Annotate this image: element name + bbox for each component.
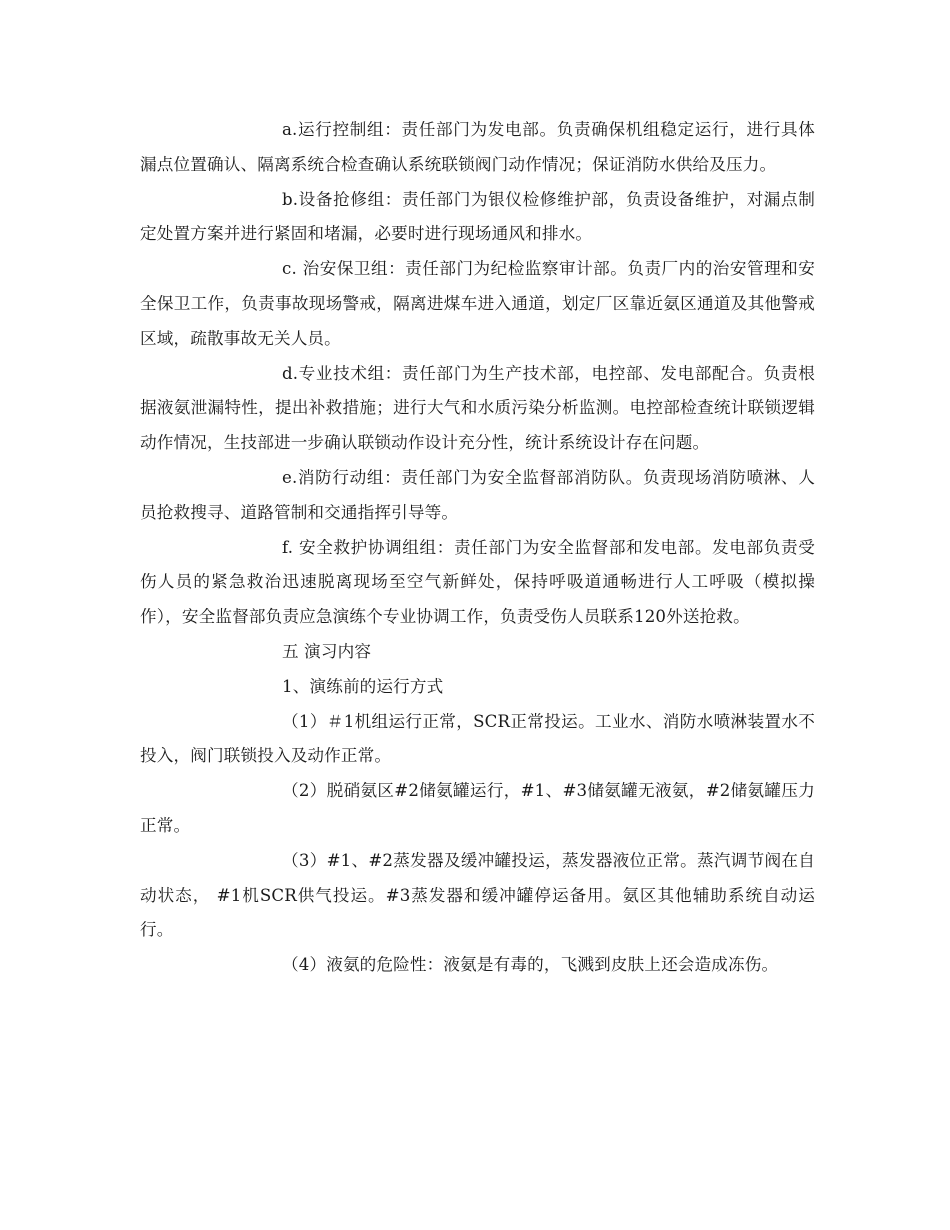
section-heading: 五 演习内容 xyxy=(282,641,372,661)
paragraph-rescue-coordination-group: f. 安全救护协调组组：责任部门为安全监督部和发电部。发电部负责受伤人员的紧急救治迅速脱离现场至空气新鲜处，保持呼吸道通畅进行人工呼吸（模拟操作），安全监督部负责应急演练个专业协调工作，负责受伤人员联系120外送抢救。 xyxy=(140,537,815,627)
paragraph-technical-group: d.专业技术组：责任部门为生产技术部，电控部、发电部配合。负责根据液氨泄漏特性，提出补救措施；进行大气和水质污染分析监测。电控部检查统计联锁逻辑动作情况，生技部进一步确认联锁动作设计充分性，统计系统设计存在问题。 xyxy=(140,363,815,453)
document-body xyxy=(140,113,815,983)
paragraph-equipment-repair-group: b.设备抢修组：责任部门为银仪检修维护部，负责设备维护，对漏点制定处置方案并进行紧固和堵漏，必要时进行现场通风和排水。 xyxy=(140,189,815,244)
paragraph-fire-action-group: e.消防行动组：责任部门为安全监督部消防队。负责现场消防喷淋、人员抢救搜寻、道路管制和交通指挥引导等。 xyxy=(140,467,815,522)
list-item: （1）＃1机组运行正常，SCR正常投运。工业水、消防水喷淋装置水不投入，阀门联锁投入及动作正常。 xyxy=(140,711,815,766)
list-item: （4）液氨的危险性：液氨是有毒的，飞溅到皮肤上还会造成冻伤。 xyxy=(282,955,779,975)
list-item: （2）脱硝氨区#2储氨罐运行，#1、#3储氨罐无液氨，#2储氨罐压力正常。 xyxy=(140,781,815,835)
list-item: （3）#1、#2蒸发器及缓冲罐投运，蒸发器液位正常。蒸汽调节阀在自动状态， #1机SCR供气投运。#3蒸发器和缓冲罐停运备用。氨区其他辅助系统自动运行。 xyxy=(140,850,815,940)
paragraph-security-group: c. 治安保卫组：责任部门为纪检监察审计部。负责厂内的治安管理和安全保卫工作，负责事故现场警戒，隔离进煤车进入通道，划定厂区靠近氨区通道及其他警戒区域，疏散事故无关人员。 xyxy=(140,259,815,348)
subsection-heading: 1、演练前的运行方式 xyxy=(282,676,444,696)
paragraph-operation-control-group: a.运行控制组：责任部门为发电部。负责确保机组稳定运行，进行具体漏点位置确认、隔离系统合检查确认系统联锁阀门动作情况；保证消防水供给及压力。 xyxy=(140,120,815,174)
